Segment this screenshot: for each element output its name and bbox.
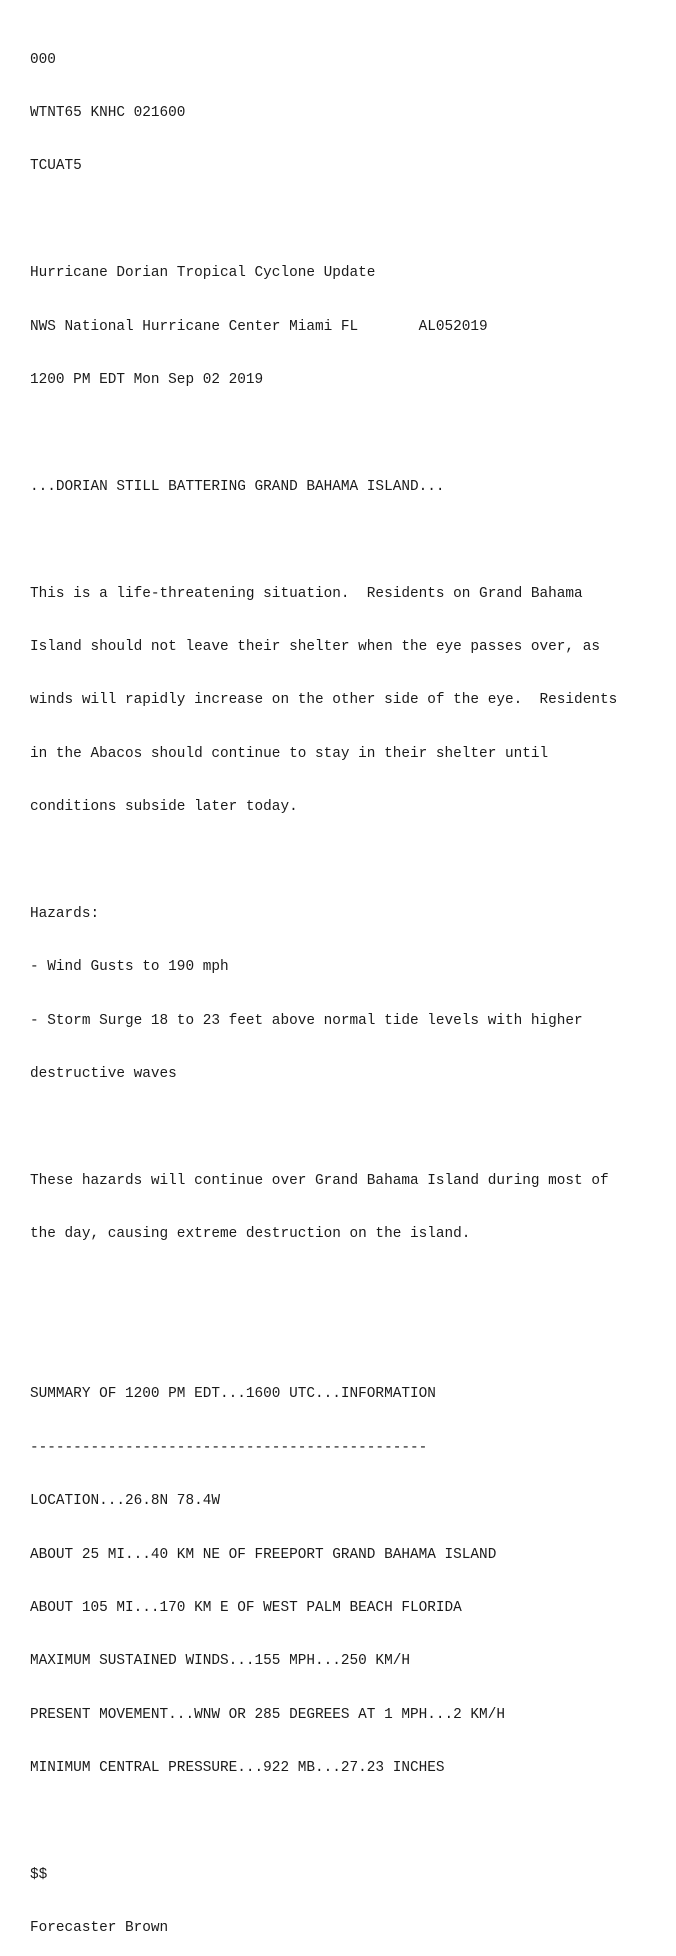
body-paragraph-line: Island should not leave their shelter when the eye passes over, as <box>30 638 600 655</box>
product-header-line: 000 <box>30 51 56 68</box>
wmo-header-line: WTNT65 KNHC 021600 <box>30 104 186 121</box>
blank-line <box>30 1119 676 1137</box>
summary-distance: ABOUT 105 MI...170 KM E OF WEST PALM BEACH FLORIDA <box>30 1599 462 1616</box>
body-paragraph-line: conditions subside later today. <box>30 799 298 816</box>
summary-location: LOCATION...26.8N 78.4W <box>30 1493 220 1510</box>
hazard-item: - Wind Gusts to 190 mph <box>30 959 229 976</box>
summary-pressure: MINIMUM CENTRAL PRESSURE...922 MB...27.23 INCHES <box>30 1760 445 1777</box>
issuing-office-line: NWS National Hurricane Center Miami FL AL052019 <box>30 318 488 335</box>
hazard-item-continuation: destructive waves <box>30 1066 177 1083</box>
body-paragraph-line: the day, causing extreme destruction on the island. <box>30 1226 471 1243</box>
forecaster-signature: Forecaster Brown <box>30 1920 169 1937</box>
body-paragraph-line: in the Abacos should continue to stay in their shelter until <box>30 745 549 762</box>
summary-divider: ---------------------------------------------- <box>30 1439 428 1456</box>
blank-line <box>30 425 676 443</box>
summary-max-winds: MAXIMUM SUSTAINED WINDS...155 MPH...250 KM/H <box>30 1653 410 1670</box>
issue-time-line: 1200 PM EDT Mon Sep 02 2019 <box>30 371 264 388</box>
headline: ...DORIAN STILL BATTERING GRAND BAHAMA ISLAND... <box>30 478 445 495</box>
blank-line <box>30 1333 676 1351</box>
blank-line <box>30 532 676 550</box>
summary-movement: PRESENT MOVEMENT...WNW OR 285 DEGREES AT 1 MPH...2 KM/H <box>30 1706 505 1723</box>
bulletin-title: Hurricane Dorian Tropical Cyclone Update <box>30 265 376 282</box>
hazards-heading: Hazards: <box>30 905 100 922</box>
blank-line <box>30 212 676 230</box>
summary-distance: ABOUT 25 MI...40 KM NE OF FREEPORT GRAND BAHAMA ISLAND <box>30 1546 497 1563</box>
blank-line <box>30 1813 676 1831</box>
end-marker: $$ <box>30 1866 48 1883</box>
awips-id-line: TCUAT5 <box>30 158 82 175</box>
body-paragraph-line: This is a life-threatening situation. Residents on Grand Bahama <box>30 585 583 602</box>
blank-line <box>30 852 676 870</box>
body-paragraph-line: winds will rapidly increase on the other side of the eye. Residents <box>30 692 618 709</box>
summary-heading: SUMMARY OF 1200 PM EDT...1600 UTC...INFORMATION <box>30 1386 436 1403</box>
blank-line <box>30 1280 676 1298</box>
body-paragraph-line: These hazards will continue over Grand Bahama Island during most of <box>30 1172 609 1189</box>
hazard-item: - Storm Surge 18 to 23 feet above normal tide levels with higher <box>30 1012 583 1029</box>
